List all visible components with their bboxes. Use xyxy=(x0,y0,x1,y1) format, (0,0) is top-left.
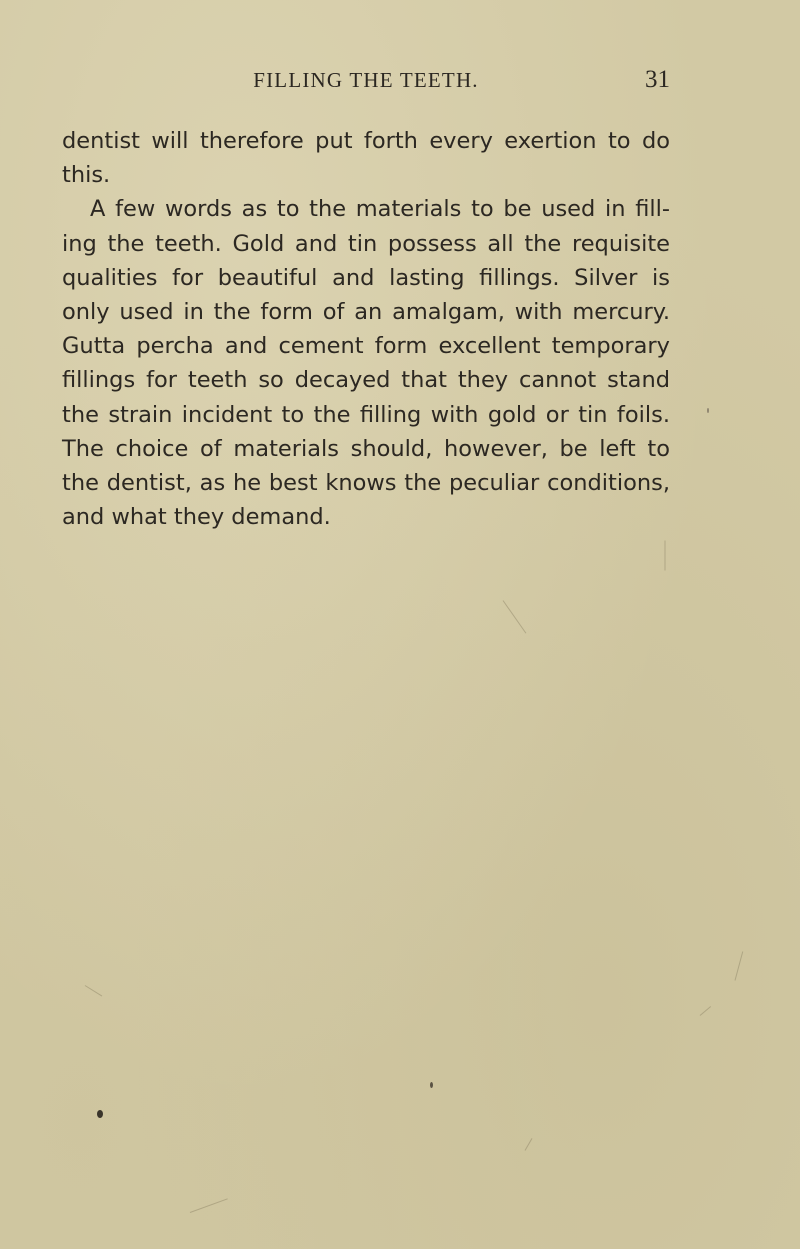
paper-fiber xyxy=(503,600,527,633)
paper-fiber xyxy=(700,1006,711,1016)
running-title: FILLING THE TEETH. xyxy=(253,68,479,92)
paragraph-continuation: dentist will therefore put forth every exertion to do this. xyxy=(62,128,670,189)
page-number: 31 xyxy=(645,66,670,93)
body-text xyxy=(62,124,670,534)
paper-speck xyxy=(707,408,709,413)
paper-fiber xyxy=(735,951,744,980)
paper-speck xyxy=(97,1110,103,1118)
paragraph-materials: A few words as to the materials to be used in fill-ing the teeth. Gold and tin possess all the requisite qualities for beautiful and lasting fillings. Silver is only used in the form of an amalgam, with mercury. Gutta percha and cement form excellent temporary fillings for teeth so decayed that they cannot stand the strain incident to the filling with gold or tin foils. The choice of materials should, however, be left to the dentist, as he best knows the peculiar conditions, and what they demand. xyxy=(62,196,670,531)
paper-fiber xyxy=(190,1198,228,1213)
paper-fiber xyxy=(85,985,102,996)
paper-fiber xyxy=(525,1138,533,1151)
paper-fiber xyxy=(665,541,666,571)
paper-speck xyxy=(430,1082,433,1088)
running-head xyxy=(62,64,670,104)
